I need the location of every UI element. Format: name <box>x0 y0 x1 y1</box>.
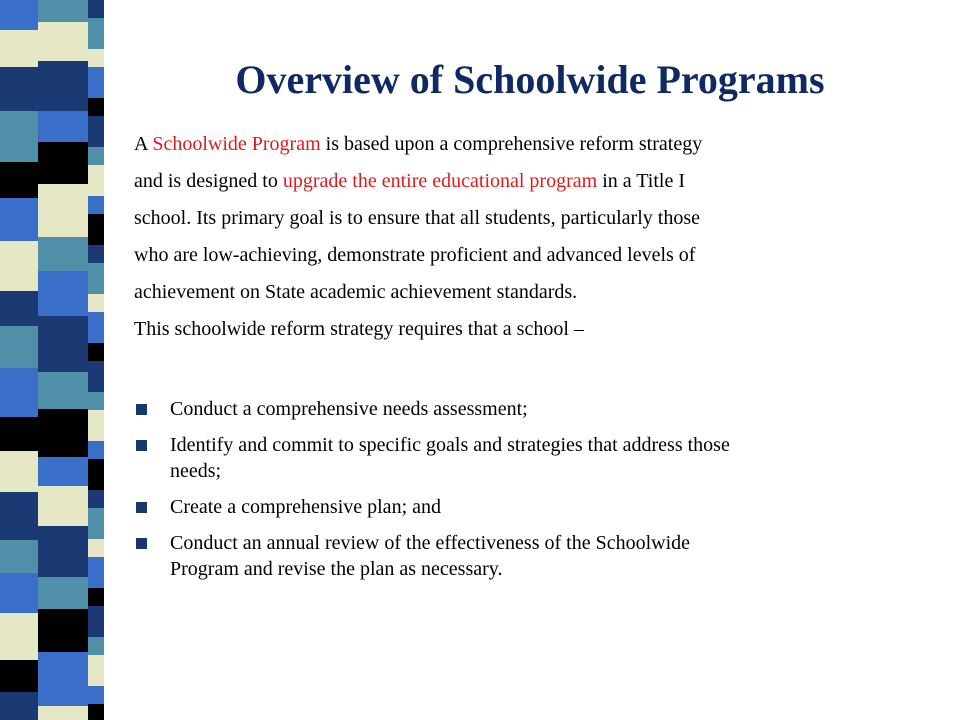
stripe-segment <box>0 67 38 111</box>
stripe-segment <box>38 409 88 457</box>
stripe-segment <box>0 492 38 540</box>
stripe-segment <box>38 22 88 61</box>
stripe-segment <box>88 539 104 557</box>
stripe-segment <box>88 361 104 392</box>
stripe-segment <box>38 609 88 652</box>
stripe-segment <box>38 652 88 706</box>
slide-title: Overview of Schoolwide Programs <box>235 57 825 102</box>
stripe-segment <box>38 142 88 184</box>
stripe-segment <box>88 490 104 508</box>
stripe-segment <box>88 392 104 410</box>
stripe-segment <box>88 0 104 18</box>
stripe-segment <box>38 184 88 237</box>
stripe-segment <box>38 372 88 409</box>
highlight-upgrade-program: upgrade the entire educational program <box>282 170 598 192</box>
highlight-schoolwide-program: Schoolwide Program <box>152 133 321 155</box>
stripe-segment <box>88 214 104 245</box>
paragraph-line-2: and is designed to upgrade the entire educational program in a Title I <box>134 170 685 192</box>
stripe-segment <box>88 312 104 343</box>
stripe-segment <box>38 316 88 372</box>
stripe-segment <box>0 451 38 492</box>
list-item: Create a comprehensive plan; and <box>134 494 934 520</box>
paragraph-line-1: A Schoolwide Program is based upon a comprehensive reform strategy <box>134 133 703 155</box>
stripe-segment <box>88 637 104 655</box>
stripe-segment <box>88 557 104 588</box>
list-item: Identify and commit to specific goals and strategies that address those needs; <box>134 432 934 484</box>
stripe-segment <box>38 486 88 526</box>
stripe-segment <box>0 613 38 660</box>
stripe-segment <box>0 0 38 30</box>
square-bullet-icon <box>136 404 147 415</box>
stripe-segment <box>0 198 38 241</box>
stripe-segment <box>88 67 104 98</box>
paragraph-line-6: This schoolwide reform strategy requires that a school – <box>134 318 584 340</box>
stripe-segment <box>0 30 38 67</box>
stripe-segment <box>88 294 104 312</box>
stripe-segment <box>0 111 38 162</box>
stripe-segment <box>88 165 104 196</box>
stripe-segment <box>0 241 38 291</box>
stripe-segment <box>38 706 88 720</box>
stripe-segment <box>88 263 104 294</box>
stripe-segment <box>88 459 104 490</box>
stripe-segment <box>88 116 104 147</box>
stripe-segment <box>38 0 88 22</box>
stripe-segment <box>88 147 104 165</box>
square-bullet-icon <box>136 502 147 513</box>
stripe-segment <box>0 326 38 368</box>
stripe-segment <box>0 692 38 720</box>
square-bullet-icon <box>136 440 147 451</box>
stripe-segment <box>38 237 88 271</box>
stripe-segment <box>38 271 88 316</box>
stripe-segment <box>0 660 38 692</box>
stripe-segment <box>38 577 88 609</box>
list-item: Conduct a comprehensive needs assessment; <box>134 396 934 422</box>
stripe-segment <box>88 49 104 67</box>
stripe-segment <box>88 245 104 263</box>
square-bullet-icon <box>136 538 147 549</box>
paragraph-line-3: school. Its primary goal is to ensure that all students, particularly those <box>134 207 700 229</box>
stripe-segment <box>0 291 38 326</box>
stripe-segment <box>88 343 104 361</box>
stripe-segment <box>88 18 104 49</box>
list-item: Conduct an annual review of the effectiveness of the Schoolwide Program and revise the plan as necessary. <box>134 530 934 582</box>
paragraph-line-5: achievement on State academic achievement standards. <box>134 281 578 303</box>
stripe-segment <box>88 655 104 686</box>
stripe-segment <box>88 588 104 606</box>
stripe-segment <box>38 61 88 111</box>
stripe-segment <box>88 441 104 459</box>
paragraph-line-4: who are low-achieving, demonstrate proficient and advanced levels of <box>134 244 696 266</box>
stripe-segment <box>88 686 104 704</box>
stripe-segment <box>0 573 38 613</box>
stripe-segment <box>88 704 104 720</box>
stripe-segment <box>0 368 38 417</box>
stripe-segment <box>38 111 88 142</box>
stripe-segment <box>38 457 88 486</box>
stripe-segment <box>88 196 104 214</box>
stripe-segment <box>88 410 104 441</box>
stripe-segment <box>38 526 88 577</box>
stripe-segment <box>88 606 104 637</box>
intro-paragraph <box>134 126 934 348</box>
stripe-segment <box>0 540 38 573</box>
decorative-color-stripe <box>0 0 108 720</box>
requirements-list <box>134 396 934 592</box>
stripe-segment <box>88 98 104 116</box>
stripe-segment <box>0 162 38 198</box>
stripe-segment <box>0 417 38 451</box>
stripe-segment <box>88 508 104 539</box>
